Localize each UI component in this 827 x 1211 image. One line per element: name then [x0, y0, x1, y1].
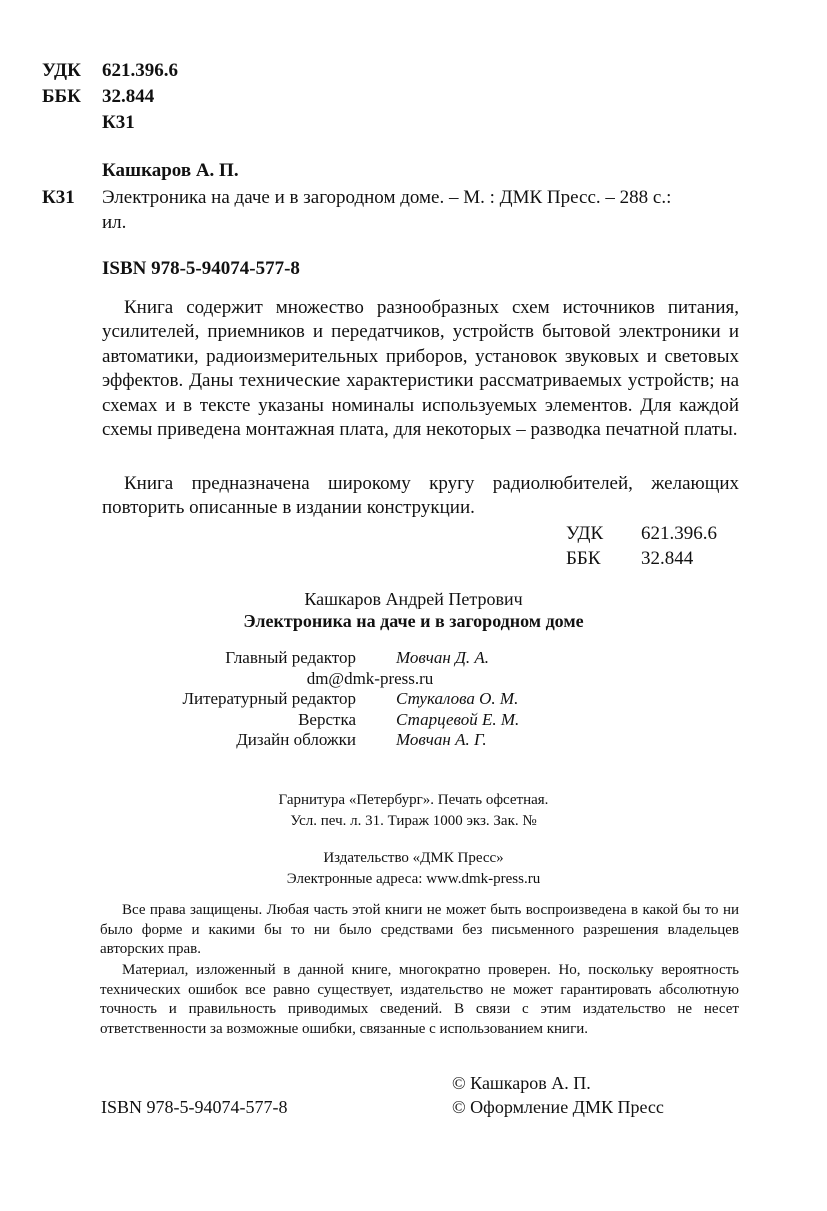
rights-paragraph-2 [100, 961, 739, 1039]
bib-line-1: Электроника на даче и в загородном доме. – М. : ДМК Пресс. – 288 с.: [102, 187, 672, 208]
bib-mark: К31 [42, 187, 75, 208]
annotation-text-2: Книга предназначена широкому кругу радиолюбителей, желающих повторить описанные в издании конструкции. [102, 473, 739, 519]
rights-text-1: Все права защищены. Любая часть этой книги не может быть воспроизведена в какой бы то ни было форме и какими бы то ни было средствами без письменного разрешения владельцев авторских прав. [100, 902, 739, 957]
annotation-paragraph-2 [102, 472, 739, 521]
credit-name: Мовчан А. Г. [396, 730, 487, 749]
credit-row [150, 710, 650, 731]
credit-name: Старцевой Е. М. [396, 709, 520, 729]
rights-text-2: Материал, изложенный в данной книге, многократно проверен. Но, поскольку вероятность технических ошибок все равно существует, издательство не может гарантировать абсолютную точность и правильность приводимых сведений. В связи с этим издательство не несет ответственности за возможные ошибки, связанные с использованием книги. [100, 962, 739, 1037]
credit-name: Мовчан Д. А. [396, 648, 490, 667]
imprint-publisher: Издательство «ДМК Пресс» [323, 850, 504, 866]
bib-line-2: ил. [102, 212, 127, 233]
annotation-udk-value: 621.396.6 [641, 523, 717, 544]
annotation-paragraph-1 [102, 296, 739, 442]
imprint-author: Кашкаров Андрей Петрович [304, 589, 523, 609]
author-mark: К31 [102, 112, 135, 133]
credit-email: dm@dmk-press.ru [306, 668, 434, 688]
annotation-bbk-label: ББК [566, 548, 601, 569]
imprint-typeface: Гарнитура «Петербург». Печать офсетная. [278, 792, 549, 808]
bib-isbn: ISBN 978-5-94074-577-8 [102, 258, 300, 279]
credit-role: Литературный редактор [182, 689, 356, 708]
credit-role: Дизайн обложки [236, 730, 356, 749]
credit-role: Верстка [298, 709, 356, 729]
annotation-bbk-value: 32.844 [641, 548, 694, 569]
credit-row [150, 730, 650, 751]
annotation-text-1: Книга содержит множество разнообразных схем источников питания, усилителей, приемников и передатчиков, устройств бытовой электроники и автоматики, радиоизмерительных приборов, установок звуковых и световых эффектов. Даны технические характеристики рассматриваемых устройств; на схемах и в тексте указаны номиналы используемых элементов. Для каждой схемы приведена монтажная плата, для некоторых – разводка печатной платы. [102, 297, 739, 441]
rights-paragraph-1 [100, 901, 739, 960]
udk-value: 621.396.6 [102, 60, 178, 81]
copyright-design: © Оформление ДМК Пресс [452, 1097, 664, 1117]
credit-role: Главный редактор [225, 648, 356, 667]
udk-label: УДК [42, 60, 81, 81]
annotation-udk-label: УДК [566, 523, 604, 544]
credits-list [150, 648, 650, 751]
imprint-print-run: Усл. печ. л. 31. Тираж 1000 экз. Зак. № [290, 813, 537, 829]
credit-name: Стукалова О. М. [396, 689, 519, 708]
imprint-web: Электронные адреса: www.dmk-press.ru [286, 871, 541, 887]
bbk-label: ББК [42, 86, 81, 107]
bbk-value: 32.844 [102, 86, 155, 107]
copyright-author: © Кашкаров А. П. [452, 1073, 591, 1093]
credit-row [150, 669, 650, 690]
credit-row [150, 689, 650, 710]
credit-row [150, 648, 650, 669]
footer-isbn: ISBN 978-5-94074-577-8 [101, 1097, 288, 1117]
imprint-title: Электроника на даче и в загородном доме [243, 611, 584, 631]
bib-author: Кашкаров А. П. [102, 160, 239, 181]
